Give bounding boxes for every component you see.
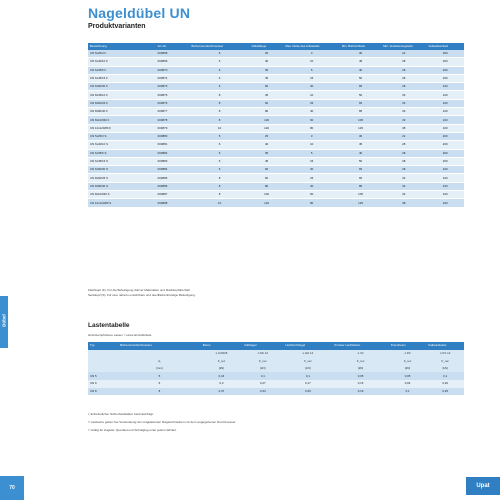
variants-col-header: Bohrernenndurchmesser bbox=[190, 43, 250, 50]
variants-col-header: Min. Bohrlochtiefe bbox=[340, 43, 381, 50]
table-cell: 45 bbox=[340, 58, 381, 66]
table-cell: 8 bbox=[190, 91, 250, 99]
table-cell: UN 6x45/15 F bbox=[88, 74, 156, 82]
loads-header-row bbox=[88, 350, 464, 358]
table-cell: 0,05 bbox=[389, 372, 427, 380]
table-cell: 38 bbox=[381, 199, 426, 207]
table-cell: 5 bbox=[283, 66, 339, 74]
table-cell: 000883 bbox=[156, 157, 190, 165]
table-cell: UN 8x100/60 S bbox=[88, 191, 156, 199]
table-cell: 85 bbox=[340, 108, 381, 116]
table-cell: 0,17 bbox=[284, 380, 333, 388]
loads-header-cell: [kN] bbox=[332, 365, 388, 373]
table-cell: 50 bbox=[340, 74, 381, 82]
table-cell: 3 bbox=[283, 132, 339, 140]
table-cell: 0,25 bbox=[284, 388, 333, 396]
table-cell: 0,1 bbox=[284, 372, 333, 380]
table-cell: 0,37 bbox=[201, 388, 242, 396]
variants-col-header: Bezeichnung bbox=[88, 43, 156, 50]
table-cell: 25 bbox=[250, 132, 284, 140]
table-row bbox=[88, 182, 464, 190]
table-cell: 6 bbox=[190, 141, 250, 149]
table-cell: 0,20 bbox=[426, 380, 464, 388]
footnote-2: ¹⁾ Lastwerte gelten bei Verwendung der mitgelieferten Nagelschrauben mit dem angegebenen Durchmesser. bbox=[88, 420, 237, 424]
brand-logo: Upat bbox=[466, 477, 500, 495]
table-cell: 38 bbox=[381, 124, 426, 132]
table-cell: 50 bbox=[340, 91, 381, 99]
table-cell: 000880 bbox=[156, 132, 190, 140]
table-cell: 0,1 bbox=[242, 372, 283, 380]
table-cell: 000885 bbox=[156, 174, 190, 182]
variants-col-header: Art.-Nr. bbox=[156, 43, 190, 50]
table-cell: 8 bbox=[190, 99, 250, 107]
table-cell: 60 bbox=[250, 99, 284, 107]
table-cell: 60 bbox=[250, 83, 284, 91]
table-cell: 000881 bbox=[156, 141, 190, 149]
variants-col-header: Dübellänge bbox=[250, 43, 284, 50]
table-cell: 105 bbox=[340, 116, 381, 124]
loads-header-cell: Hochlochziegel bbox=[284, 342, 333, 350]
loads-header-cell: ≥ V2 bbox=[332, 350, 388, 358]
table-cell: 8 bbox=[118, 388, 201, 396]
table-cell: 0,25 bbox=[426, 388, 464, 396]
table-cell: 120 bbox=[250, 124, 284, 132]
table-cell: 33 bbox=[381, 191, 426, 199]
table-cell: UN 6x40/10 F bbox=[88, 58, 156, 66]
table-cell: UN 6x35/5 S bbox=[88, 149, 156, 157]
note-countersunk-head: Senkkopf (S): Für eine nahezu unsichtbare und oberflächenbündige Befestigung. bbox=[88, 293, 196, 297]
table-cell: 33 bbox=[381, 116, 426, 124]
table-cell: 000886 bbox=[156, 182, 190, 190]
table-cell: 000870 bbox=[156, 66, 190, 74]
table-cell: 45 bbox=[250, 91, 284, 99]
loads-header-cell: ≥ Mz 12 bbox=[242, 350, 283, 358]
loads-header-cell: [kN] bbox=[242, 365, 283, 373]
table-cell: 33 bbox=[381, 91, 426, 99]
loads-header-cell: F_rec bbox=[389, 357, 427, 365]
table-cell: 10 bbox=[283, 58, 339, 66]
table-cell: UN 8x100/60 F bbox=[88, 116, 156, 124]
variants-col-header: Max. Dicke des Anbauteils bbox=[283, 43, 339, 50]
loads-header-cell: Beton bbox=[201, 342, 242, 350]
table-cell: 25 bbox=[283, 174, 339, 182]
table-cell: 200 bbox=[426, 132, 464, 140]
table-cell: 8 bbox=[190, 182, 250, 190]
variants-table bbox=[88, 43, 464, 208]
table-cell: 000868 bbox=[156, 50, 190, 58]
table-cell: 200 bbox=[426, 50, 464, 58]
table-cell: 33 bbox=[381, 99, 426, 107]
table-row bbox=[88, 124, 464, 132]
loads-header-cell: F_rec bbox=[242, 357, 283, 365]
table-cell: 200 bbox=[426, 157, 464, 165]
table-cell: 3 bbox=[283, 50, 339, 58]
table-cell: 000882 bbox=[156, 149, 190, 157]
loads-table bbox=[88, 342, 464, 395]
table-cell: 0,34 bbox=[242, 388, 283, 396]
table-cell: 22 bbox=[381, 50, 426, 58]
table-cell: 100 bbox=[250, 116, 284, 124]
table-cell: UN 8 bbox=[88, 388, 118, 396]
table-cell: 100 bbox=[426, 124, 464, 132]
table-cell: 200 bbox=[426, 149, 464, 157]
loads-header-cell: ≥ Hlz 12 bbox=[284, 350, 333, 358]
table-cell: UN 5 bbox=[88, 372, 118, 380]
table-row bbox=[88, 380, 464, 388]
loads-header-cell: [mm] bbox=[118, 365, 201, 373]
table-cell: 200 bbox=[426, 141, 464, 149]
table-row bbox=[88, 132, 464, 140]
table-cell: 8 bbox=[190, 108, 250, 116]
table-cell: 40 bbox=[340, 149, 381, 157]
table-cell: 100 bbox=[426, 108, 464, 116]
loads-header-cell: F_rec bbox=[284, 357, 333, 365]
table-row bbox=[88, 388, 464, 396]
table-cell: 28 bbox=[381, 58, 426, 66]
table-cell: 120 bbox=[250, 199, 284, 207]
table-cell: 80 bbox=[283, 199, 339, 207]
loads-header-cell: Porenbeton bbox=[389, 342, 427, 350]
table-cell: 65 bbox=[340, 83, 381, 91]
table-row bbox=[88, 149, 464, 157]
loads-header-cell bbox=[118, 350, 201, 358]
table-cell: 65 bbox=[340, 166, 381, 174]
table-cell: UN 5x25/3 F bbox=[88, 50, 156, 58]
section-title-variants: Produktvarianten bbox=[88, 23, 146, 30]
table-cell: 100 bbox=[426, 116, 464, 124]
table-cell: 000888 bbox=[156, 199, 190, 207]
loads-header-cell bbox=[88, 350, 118, 358]
table-cell: 40 bbox=[340, 66, 381, 74]
table-cell: 000877 bbox=[156, 108, 190, 116]
table-cell: UN 8x45/10 F bbox=[88, 91, 156, 99]
table-cell: 200 bbox=[426, 74, 464, 82]
loads-header-cell: Kalksandstein bbox=[426, 342, 464, 350]
loads-header-cell: F_rec bbox=[332, 357, 388, 365]
loads-header-cell: ≥ C20/25 bbox=[201, 350, 242, 358]
table-row bbox=[88, 166, 464, 174]
table-cell: 80 bbox=[250, 108, 284, 116]
table-cell: UN 6x60/30 S bbox=[88, 166, 156, 174]
table-cell: 100 bbox=[426, 199, 464, 207]
footnote-3: ¹⁾ Gültig für Zuglast, Querlast und Schräglug unter jedem Winkel. bbox=[88, 428, 177, 432]
table-cell: 000874 bbox=[156, 74, 190, 82]
table-cell: UN 8x80/40 F bbox=[88, 108, 156, 116]
loads-header bbox=[88, 342, 464, 372]
table-cell: 105 bbox=[340, 191, 381, 199]
table-row bbox=[88, 174, 464, 182]
table-cell: 000875 bbox=[156, 91, 190, 99]
table-cell: 45 bbox=[340, 141, 381, 149]
table-cell: 25 bbox=[283, 99, 339, 107]
table-cell: 30 bbox=[283, 166, 339, 174]
table-row bbox=[88, 74, 464, 82]
loads-header-cell bbox=[88, 365, 118, 373]
loads-header-cell: d₀ bbox=[118, 357, 201, 365]
table-cell: 60 bbox=[250, 166, 284, 174]
table-cell: 8 bbox=[190, 116, 250, 124]
table-cell: 6 bbox=[190, 66, 250, 74]
table-row bbox=[88, 372, 464, 380]
table-row bbox=[88, 191, 464, 199]
table-cell: 40 bbox=[250, 58, 284, 66]
table-cell: UN 6x60/30 F bbox=[88, 83, 156, 91]
loads-header-cell: Bohrernenndurchmesser bbox=[118, 342, 201, 350]
table-cell: 28 bbox=[381, 83, 426, 91]
table-cell: 10 bbox=[190, 199, 250, 207]
table-cell: 0,16 bbox=[201, 372, 242, 380]
table-cell: 5 bbox=[283, 149, 339, 157]
table-cell: 000879 bbox=[156, 124, 190, 132]
table-cell: 65 bbox=[340, 174, 381, 182]
table-row bbox=[88, 199, 464, 207]
table-cell: 125 bbox=[340, 124, 381, 132]
loads-header-cell bbox=[88, 357, 118, 365]
loads-header-cell: [kN] bbox=[426, 365, 464, 373]
table-cell: 33 bbox=[381, 108, 426, 116]
table-cell: 30 bbox=[340, 50, 381, 58]
table-cell: 200 bbox=[426, 66, 464, 74]
loads-header-cell: [kN] bbox=[389, 365, 427, 373]
variants-col-header: Verkaufseinheit bbox=[426, 43, 464, 50]
side-tab-label: Dübel bbox=[1, 314, 7, 327]
table-cell: 40 bbox=[283, 108, 339, 116]
table-cell: 000869 bbox=[156, 58, 190, 66]
table-cell: 45 bbox=[250, 157, 284, 165]
table-cell: 100 bbox=[426, 182, 464, 190]
section-title-loads: Lastentabelle bbox=[88, 322, 130, 329]
table-cell: 0,27 bbox=[242, 380, 283, 388]
table-cell: 000878 bbox=[156, 116, 190, 124]
loads-header-cell: F_rec bbox=[201, 357, 242, 365]
table-row bbox=[88, 83, 464, 91]
table-cell: 28 bbox=[381, 141, 426, 149]
table-cell: 6 bbox=[190, 83, 250, 91]
table-cell: 6 bbox=[190, 149, 250, 157]
table-row bbox=[88, 99, 464, 107]
table-cell: 6 bbox=[190, 74, 250, 82]
table-cell: UN 10x120/80 S bbox=[88, 199, 156, 207]
table-row bbox=[88, 91, 464, 99]
table-cell: UN 8x60/25 S bbox=[88, 174, 156, 182]
table-cell: 10 bbox=[283, 91, 339, 99]
table-row bbox=[88, 157, 464, 165]
table-row bbox=[88, 58, 464, 66]
table-cell: 33 bbox=[381, 182, 426, 190]
table-cell: 0,1 bbox=[426, 372, 464, 380]
table-cell: 80 bbox=[283, 124, 339, 132]
table-cell: 15 bbox=[283, 157, 339, 165]
loads-header-cell: ≥ KS 12 bbox=[426, 350, 464, 358]
loads-intro: Höchstempfohlene Lasten ¹⁾ eines Einzeldübels. bbox=[88, 333, 153, 337]
page-number: 70 bbox=[0, 476, 24, 500]
table-cell: 60 bbox=[283, 116, 339, 124]
loads-header-cell: Poröser Leichtbeton bbox=[332, 342, 388, 350]
table-cell: 15 bbox=[283, 74, 339, 82]
table-cell: 40 bbox=[250, 141, 284, 149]
page-title: Nageldübel UN bbox=[88, 5, 191, 21]
table-row bbox=[88, 116, 464, 124]
table-cell: 6 bbox=[118, 380, 201, 388]
table-row bbox=[88, 108, 464, 116]
loads-header-cell: Vollziegel bbox=[242, 342, 283, 350]
table-cell: 28 bbox=[381, 149, 426, 157]
table-cell: 60 bbox=[283, 191, 339, 199]
table-cell: 35 bbox=[250, 66, 284, 74]
table-cell: 0,15 bbox=[332, 380, 388, 388]
loads-header-cell: [kN] bbox=[284, 365, 333, 373]
variants-body bbox=[88, 50, 464, 207]
table-cell: 10 bbox=[190, 124, 250, 132]
table-cell: 28 bbox=[381, 74, 426, 82]
table-cell: 6 bbox=[190, 166, 250, 174]
loads-header-cell: F_rec bbox=[426, 357, 464, 365]
table-cell: UN 10x120/80 F bbox=[88, 124, 156, 132]
table-cell: 5 bbox=[190, 50, 250, 58]
table-cell: 60 bbox=[250, 174, 284, 182]
table-cell: 45 bbox=[250, 74, 284, 82]
table-cell: 100 bbox=[426, 99, 464, 107]
table-cell: 000884 bbox=[156, 166, 190, 174]
table-cell: 8 bbox=[190, 174, 250, 182]
table-cell: 8 bbox=[190, 191, 250, 199]
table-cell: 100 bbox=[426, 83, 464, 91]
table-cell: 33 bbox=[381, 174, 426, 182]
table-cell: 100 bbox=[426, 174, 464, 182]
table-cell: 80 bbox=[250, 182, 284, 190]
loads-header-row bbox=[88, 357, 464, 365]
table-cell: 0,1 bbox=[389, 388, 427, 396]
table-cell: 0,04 bbox=[389, 380, 427, 388]
table-cell: 0,3 bbox=[201, 380, 242, 388]
table-cell: UN 6x40/10 S bbox=[88, 141, 156, 149]
table-cell: 6 bbox=[190, 157, 250, 165]
loads-body bbox=[88, 372, 464, 395]
table-cell: 40 bbox=[283, 182, 339, 190]
table-cell: 000873 bbox=[156, 83, 190, 91]
loads-header-cell: ≥ P2 bbox=[389, 350, 427, 358]
table-cell: 30 bbox=[283, 83, 339, 91]
table-cell: 30 bbox=[340, 132, 381, 140]
table-cell: 28 bbox=[381, 166, 426, 174]
loads-header-row bbox=[88, 365, 464, 373]
table-cell: 28 bbox=[381, 66, 426, 74]
table-cell: UN 6 bbox=[88, 380, 118, 388]
table-cell: UN 8x60/25 F bbox=[88, 99, 156, 107]
table-row bbox=[88, 50, 464, 58]
table-cell: 50 bbox=[340, 157, 381, 165]
table-row bbox=[88, 66, 464, 74]
table-cell: 100 bbox=[426, 166, 464, 174]
table-cell: 100 bbox=[250, 191, 284, 199]
variants-header-row bbox=[88, 43, 464, 50]
loads-header-row bbox=[88, 342, 464, 350]
table-cell: UN 5x25/3 S bbox=[88, 132, 156, 140]
loads-header-cell: [kN] bbox=[201, 365, 242, 373]
table-cell: 125 bbox=[340, 199, 381, 207]
table-cell: 000876 bbox=[156, 99, 190, 107]
table-cell: 000887 bbox=[156, 191, 190, 199]
footnote-1: ¹⁾ Erforderlicher Sicherheitsfaktor berücksichtigt. bbox=[88, 412, 154, 416]
table-cell: 25 bbox=[250, 50, 284, 58]
table-cell: 5 bbox=[190, 132, 250, 140]
table-cell: 100 bbox=[426, 191, 464, 199]
table-cell: 10 bbox=[283, 141, 339, 149]
note-flat-head: Flachkopf (F): Für die Befestigung dünner Materialien und Flachkopfüberhall. bbox=[88, 288, 191, 292]
table-cell: 65 bbox=[340, 99, 381, 107]
table-cell: 100 bbox=[426, 91, 464, 99]
table-cell: 28 bbox=[381, 157, 426, 165]
table-cell: 35 bbox=[250, 149, 284, 157]
loads-header-cell: Typ bbox=[88, 342, 118, 350]
variants-col-header: Min. Verankerungstiefe bbox=[381, 43, 426, 50]
table-cell: UN 8x80/40 S bbox=[88, 182, 156, 190]
table-cell: 22 bbox=[381, 132, 426, 140]
table-row bbox=[88, 141, 464, 149]
table-cell: 6 bbox=[190, 58, 250, 66]
table-cell: 200 bbox=[426, 58, 464, 66]
table-cell: UN 6x45/15 S bbox=[88, 157, 156, 165]
table-cell: 0,05 bbox=[332, 372, 388, 380]
table-cell: 5 bbox=[118, 372, 201, 380]
table-cell: UN 6x35/5 F bbox=[88, 66, 156, 74]
table-cell: 0,19 bbox=[332, 388, 388, 396]
table-cell: 85 bbox=[340, 182, 381, 190]
